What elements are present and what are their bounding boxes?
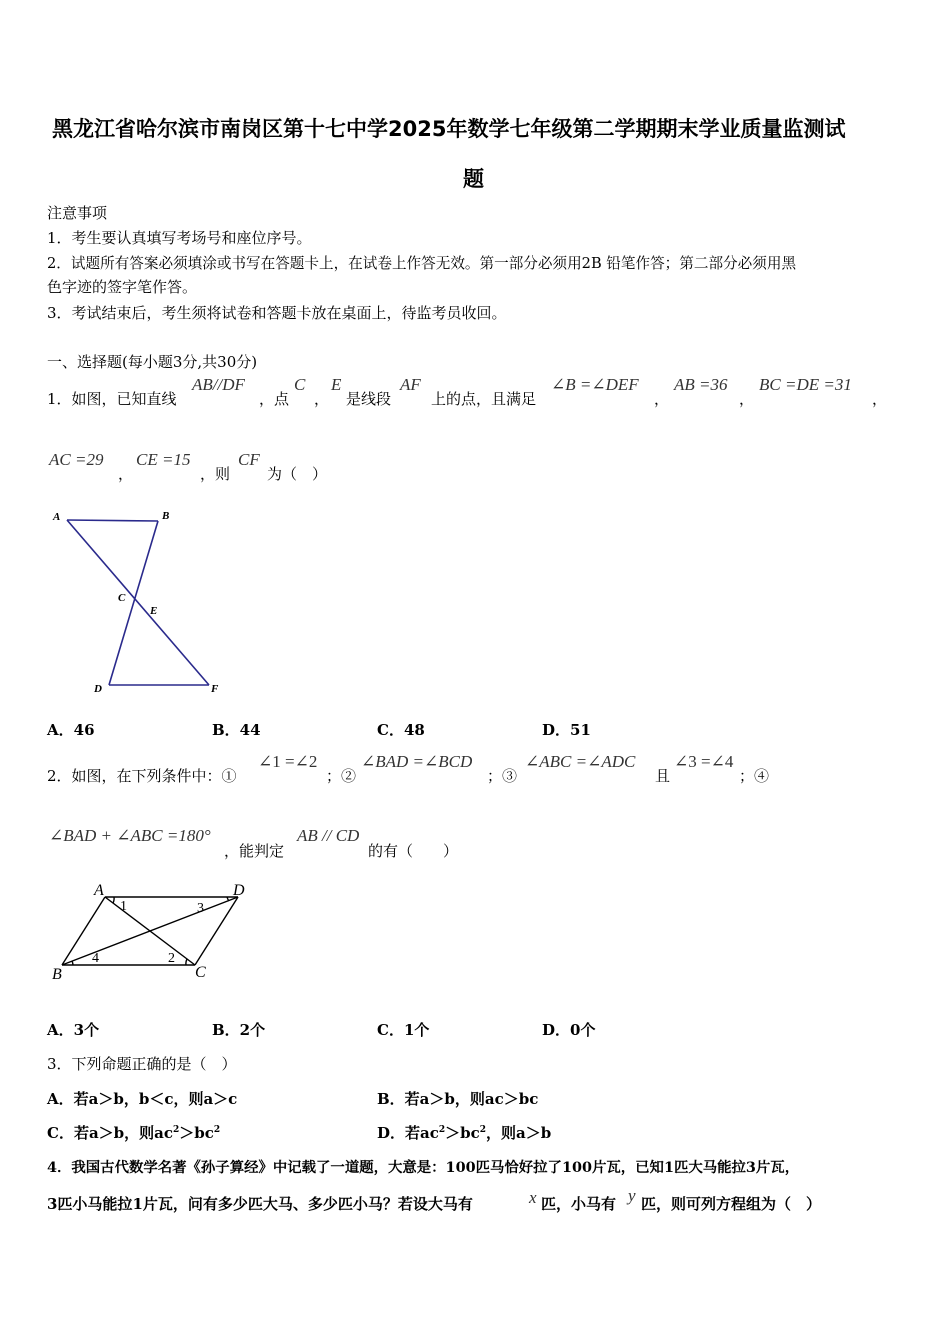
segment-AF [67,520,209,685]
q1-math: AC =29 [49,450,104,469]
q2-option-b[interactable]: B．2个 [212,1021,266,1039]
q1-math: E [331,375,342,394]
q3-option-c-text: C．若a＞b，则ac [47,1124,173,1142]
point-label-c: C [195,964,206,981]
q2-option-d[interactable]: D．0个 [542,1021,596,1039]
angle-arc-1 [113,897,114,903]
q1-math: CF [238,450,260,469]
notice-item: 1．考生要认真填写考场号和座位序号。 [47,229,312,247]
segment-BD [109,521,158,685]
q2-text: ，能判定 [224,842,285,860]
q3-option-d-text: ，则a＞b [486,1124,552,1142]
q1-text: ， [314,390,330,408]
q3-option-c[interactable] [47,1122,220,1143]
point-label-f: F [211,683,219,695]
superscript: 2 [213,1125,221,1135]
q4-text: 匹，则可列方程组为（ ） [641,1195,822,1213]
q1-text: ， [739,390,755,408]
q1-math: CE =15 [136,450,191,469]
q2-option-c[interactable]: C．1个 [377,1021,430,1039]
q1-text: ， [872,390,888,408]
angle-label-3: 3 [197,901,204,916]
q1-text: ，点 [259,390,290,408]
q4-math: x [529,1188,537,1207]
angle-label-1: 1 [120,899,127,914]
q2-math: ∠BAD + ∠ABC =180° [49,826,211,845]
q2-math: ∠1 =∠2 [258,752,318,771]
q1-math: C [294,375,306,394]
segment-AB [67,520,158,521]
point-label-b: B [52,966,62,983]
notice-item: 3．考试结束后，考生须将试卷和答题卡放在桌面上，待监考员收回。 [47,304,507,322]
notice-item: 2．试题所有答案必须填涂或书写在答题卡上，在试卷上作答无效。第一部分必须用2B 铅笔作答；第二部分必须用黑 [47,255,797,272]
q1-text: ， [654,390,670,408]
superscript: 2 [173,1125,180,1135]
q1-math: AB =36 [674,375,728,394]
point-label-b: B [162,510,170,522]
point-label-a: A [53,511,61,523]
q3-option-b[interactable]: B．若a＞b，则ac＞bc [377,1090,539,1108]
q2-text: ；③ [487,767,518,785]
q1-text: ， [118,465,134,483]
q1-text: 上的点，且满足 [431,390,537,408]
q2-text: ；② [326,767,357,785]
q1-option-b[interactable]: B．44 [212,721,261,739]
q1-option-a[interactable]: A．46 [47,721,95,739]
q2-math: AB // CD [297,826,360,845]
point-label-e: E [150,605,158,617]
q1-math: AF [400,375,421,394]
q3-option-d[interactable] [377,1122,551,1143]
q2-text: 的有（ ） [368,842,459,860]
superscript: 2 [479,1125,487,1135]
q4-text: 匹，小马有 [541,1195,617,1213]
point-label-c: C [118,592,126,604]
q1-option-d[interactable]: D．51 [542,721,591,739]
q1-text: 为（ ） [267,465,328,483]
q1-option-c[interactable]: C．48 [377,721,425,739]
q4-text: 3匹小马能拉1片瓦，问有多少匹大马、多少匹小马？若设大马有 [47,1195,473,1213]
q2-text: 2．如图，在下列条件中：① [47,767,237,785]
figure-2-parallelogram [40,875,260,990]
angle-arc-2 [186,959,187,965]
q1-text: 1．如图，已知直线 [47,390,177,408]
figure-1-hourglass [40,500,240,705]
q1-math: AB//DF [192,375,245,394]
q1-math: BC =DE =31 [759,375,852,394]
q2-text: 且 [655,767,671,785]
q2-option-a[interactable]: A．3个 [47,1021,100,1039]
page-title: 黑龙江省哈尔滨市南岗区第十七中学2025年数学七年级第二学期期末学业质量监测试 [52,117,846,141]
point-label-a: A [94,882,104,899]
q4-text: 4．我国古代数学名著《孙子算经》中记载了一道题，大意是：100匹马恰好拉了100片瓦，已知1匹大马能拉3片瓦， [47,1159,800,1176]
q2-math: ∠3 =∠4 [674,752,734,771]
notice-item: 色字迹的签字笔作答。 [47,278,198,296]
angle-label-4: 4 [92,951,99,966]
q3-option-a[interactable]: A．若a＞b，b＜c，则a＞c [47,1090,238,1108]
point-label-d: D [233,882,245,899]
angle-label-2: 2 [168,951,175,966]
section-heading: 一、选择题(每小题3分,共30分) [47,353,258,371]
page-title-cont: 题 [463,167,484,191]
notice-heading: 注意事项 [47,204,108,222]
q3-option-c-text: ＞bc [179,1124,214,1142]
q2-math: ∠BAD =∠BCD [361,752,473,771]
q1-text: ，则 [200,465,231,483]
q2-math: ∠ABC =∠ADC [525,752,636,771]
q2-text: ；④ [739,767,770,785]
q3-stem: 3．下列命题正确的是（ ） [47,1055,237,1073]
q1-math: ∠B =∠DEF [551,375,639,394]
q1-text: 是线段 [346,390,392,408]
diagonal-BD [62,897,238,965]
q4-math: y [628,1186,636,1205]
point-label-d: D [94,683,102,695]
q3-option-d-text: D．若ac [377,1124,439,1142]
superscript: 2 [438,1125,446,1135]
q3-option-d-text: ＞bc [445,1124,480,1142]
